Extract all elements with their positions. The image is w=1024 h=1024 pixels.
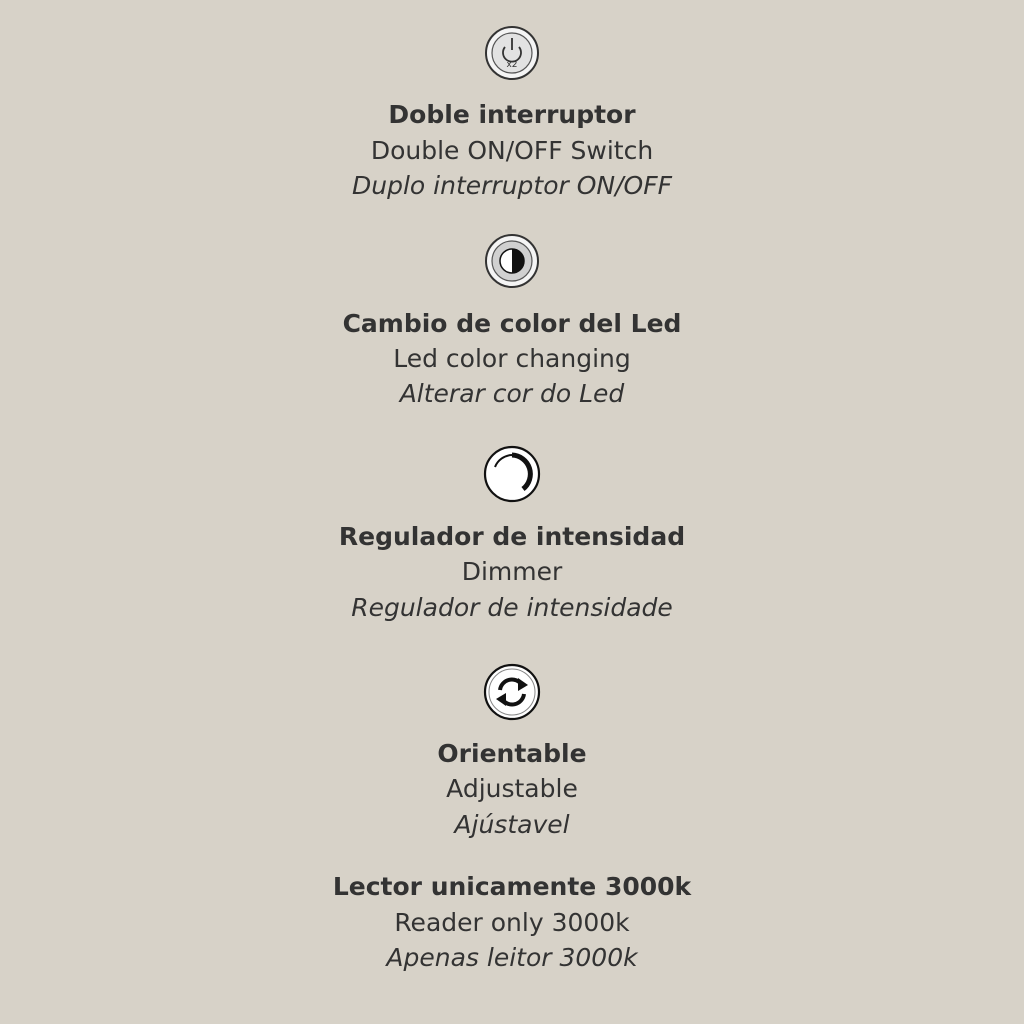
color-change-icon [484, 233, 540, 289]
feature-portuguese-dimmer: Regulador de intensidade [351, 593, 673, 622]
feature-title-reader: Lector unicamente 3000k [332, 872, 692, 901]
feature-portuguese-reader: Apenas leitor 3000k [386, 943, 638, 972]
rotate-arrows-icon [483, 663, 541, 721]
feature-title-dimmer: Regulador de intensidad [338, 522, 686, 551]
feature-portuguese-color-change: Alterar cor do Led [399, 379, 625, 408]
feature-english-color-change: Led color changing [393, 344, 631, 373]
feature-portuguese-adjustable: Ajústavel [454, 810, 570, 839]
double-power-switch-icon [484, 25, 540, 81]
feature-portuguese-double-switch: Duplo interruptor ON/OFF [352, 171, 672, 200]
feature-title-double-switch: Doble interruptor [388, 100, 636, 129]
dimmer-icon [483, 445, 541, 503]
feature-english-dimmer: Dimmer [461, 557, 563, 586]
feature-english-adjustable: Adjustable [446, 774, 578, 803]
switch-icon-label: x2 [506, 60, 518, 70]
feature-title-color-change: Cambio de color del Led [342, 309, 682, 338]
feature-english-reader: Reader only 3000k [394, 908, 630, 937]
feature-title-adjustable: Orientable [437, 739, 587, 768]
feature-english-double-switch: Double ON/OFF Switch [370, 136, 654, 165]
